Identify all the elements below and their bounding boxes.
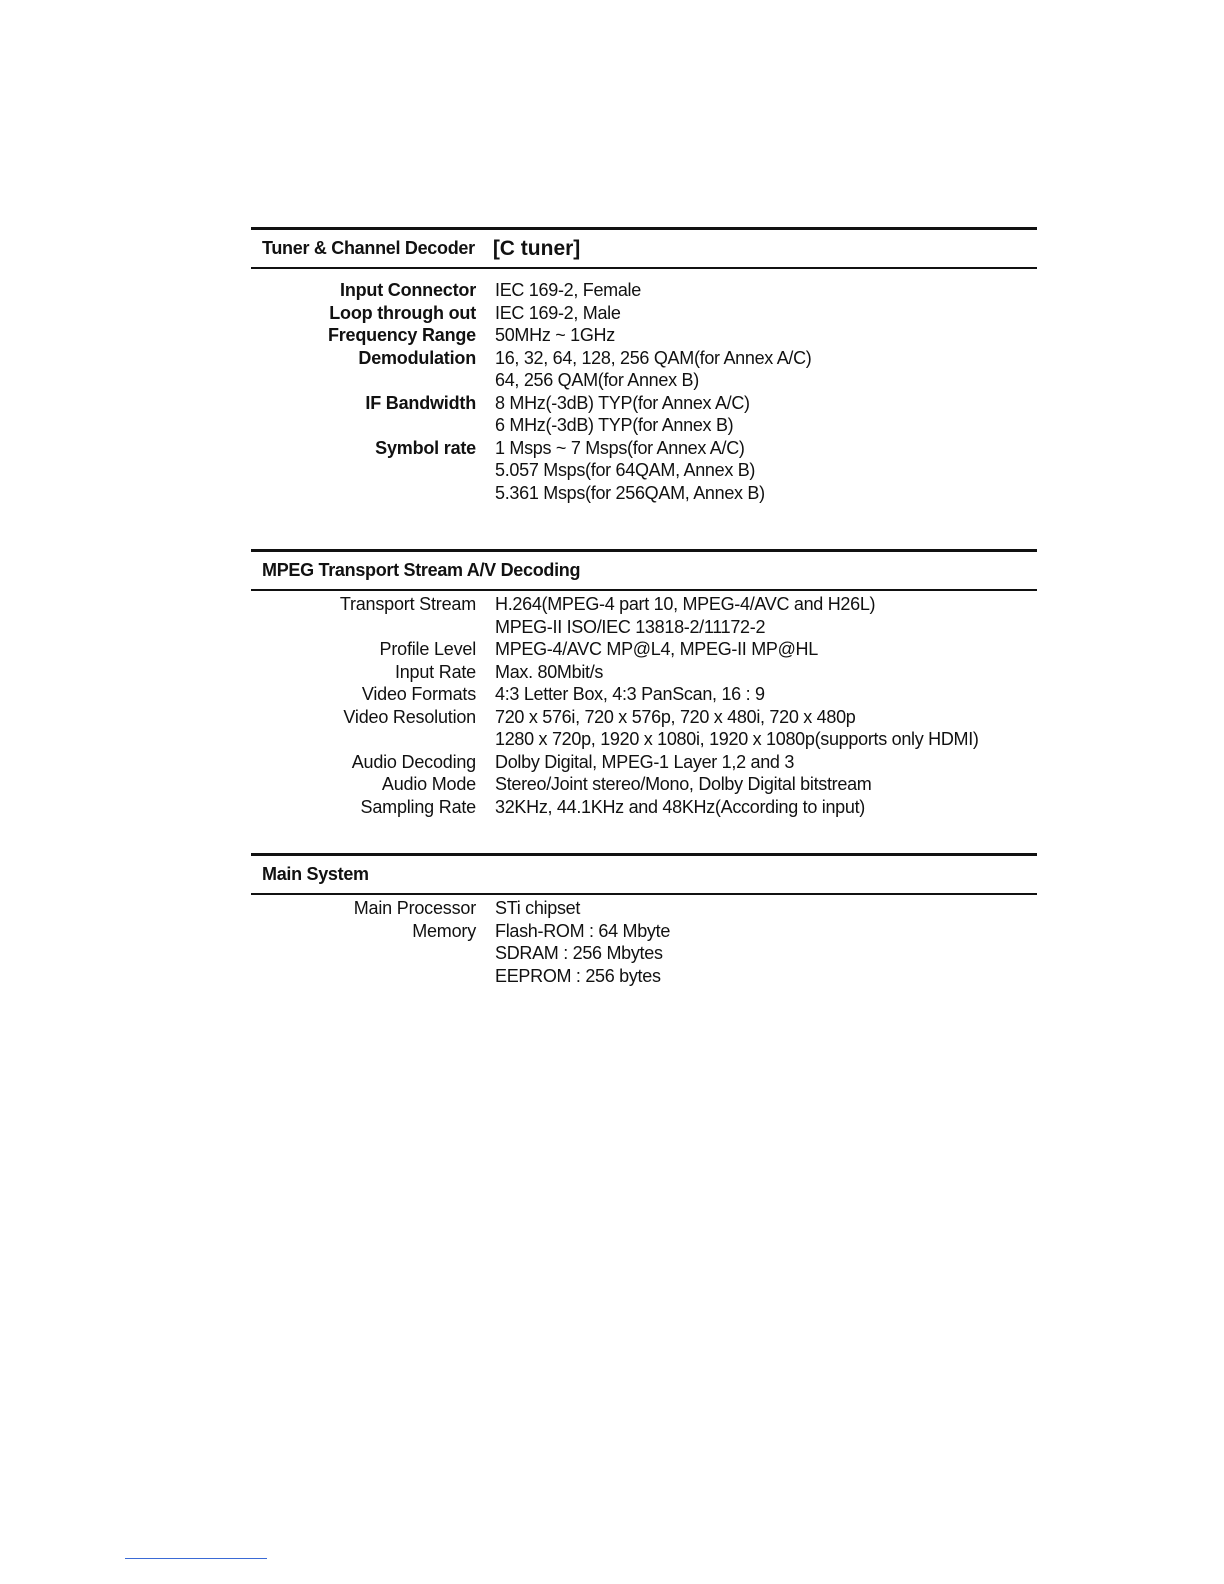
spec-value: 1280 x 720p, 1920 x 1080i, 1920 x 1080p(supports only HDMI) [495,729,979,749]
spec-values [495,593,875,638]
spec-row-profile-level [251,638,1037,661]
spec-value: SDRAM : 256 Mbytes [495,943,663,963]
spec-value: 16, 32, 64, 128, 256 QAM(for Annex A/C) [495,347,812,368]
spec-label: Audio Decoding [351,751,476,772]
spec-value: 8 MHz(-3dB) TYP(for Annex A/C) [495,392,750,413]
spec-values [495,796,865,819]
spec-label: IF Bandwidth [365,392,476,413]
section-header [251,552,1037,589]
spec-value: 1 Msps ~ 7 Msps(for Annex A/C) [495,437,745,458]
spec-value: Flash-ROM : 64 Mbyte [495,920,671,941]
spec-row-sampling-rate [251,796,1037,819]
spec-values [495,324,615,347]
spec-row-memory [251,920,1037,988]
spec-values [495,773,871,796]
spec-label: Memory [412,920,476,941]
spec-row-main-processor [251,897,1037,920]
spec-row-audio-mode [251,773,1037,796]
spec-row-video-formats [251,683,1037,706]
section-subtitle: [C tuner] [492,236,581,260]
spec-section-tuner [251,227,1037,504]
spec-value: EEPROM : 256 bytes [495,965,661,986]
spec-value: 50MHz ~ 1GHz [495,325,615,345]
spec-label: Loop through out [329,302,476,323]
spec-value: H.264(MPEG-4 part 10, MPEG-4/AVC and H26L) [495,594,876,614]
spec-value: 5.361 Msps(for 256QAM, Annex B) [495,482,765,503]
spec-label: Audio Mode [381,774,476,794]
spec-value: Stereo/Joint stereo/Mono, Dolby Digital bitstream [495,774,872,794]
spec-value: Max. 80Mbit/s [495,661,604,682]
spec-value: IEC 169-2, Male [495,302,621,323]
spec-row-demodulation [251,347,1037,392]
spec-value: 720 x 576i, 720 x 576p, 720 x 480i, 720 x 480p [495,706,856,727]
section-header [251,230,1037,267]
section-header [251,856,1037,893]
spec-label: Input Rate [394,661,476,682]
spec-label: Frequency Range [327,325,476,345]
spec-value: IEC 169-2, Female [495,280,641,300]
spec-label: Video Resolution [343,706,476,727]
spec-row-video-resolution [251,706,1037,751]
section-title: MPEG Transport Stream A/V Decoding [262,560,581,580]
spec-value: Dolby Digital, MPEG-1 Layer 1,2 and 3 [495,751,795,772]
spec-row-loop-through-out [251,302,1037,325]
spec-values [495,302,621,325]
spec-values [495,661,603,684]
spec-values [495,392,750,437]
spec-label: Main Processor [353,898,476,918]
spec-rows [251,895,1037,987]
spec-values [495,437,765,505]
spec-values [495,706,979,751]
spec-row-input-rate [251,661,1037,684]
spec-value: MPEG-4/AVC MP@L4, MPEG-II MP@HL [495,639,818,659]
spec-label: Symbol rate [375,437,476,458]
spec-label: Video Formats [361,684,476,704]
spec-label: Demodulation [358,347,476,368]
spec-row-if-bandwidth [251,392,1037,437]
spec-values [495,897,580,920]
spec-section-main-system [251,853,1037,987]
footer-rule [125,1558,267,1559]
section-title: Main System [262,864,369,884]
spec-value: MPEG-II ISO/IEC 13818-2/11172-2 [495,616,766,637]
spec-value: 5.057 Msps(for 64QAM, Annex B) [495,460,756,480]
spec-values [495,638,818,661]
spec-label: Profile Level [379,639,476,659]
spec-row-symbol-rate [251,437,1037,505]
spec-value: 32KHz, 44.1KHz and 48KHz(According to input) [495,796,866,817]
spec-value: 64, 256 QAM(for Annex B) [495,370,699,390]
spec-values [495,751,794,774]
spec-values [495,683,765,706]
spec-row-audio-decoding [251,751,1037,774]
spec-value: 6 MHz(-3dB) TYP(for Annex B) [495,415,734,435]
spec-label: Input Connector [340,280,476,300]
spec-rows [251,591,1037,818]
spec-values [495,347,812,392]
section-title: Tuner & Channel Decoder [262,238,475,258]
spec-row-input-connector [251,279,1037,302]
spec-value: STi chipset [495,898,581,918]
spec-label: Sampling Rate [360,796,476,817]
spec-section-mpeg [251,549,1037,818]
spec-row-frequency-range [251,324,1037,347]
spec-row-transport-stream [251,593,1037,638]
spec-values [495,279,641,302]
spec-value: 4:3 Letter Box, 4:3 PanScan, 16 : 9 [495,684,765,704]
spec-values [495,920,670,988]
spec-rows [251,269,1037,504]
spec-label: Transport Stream [339,594,476,614]
